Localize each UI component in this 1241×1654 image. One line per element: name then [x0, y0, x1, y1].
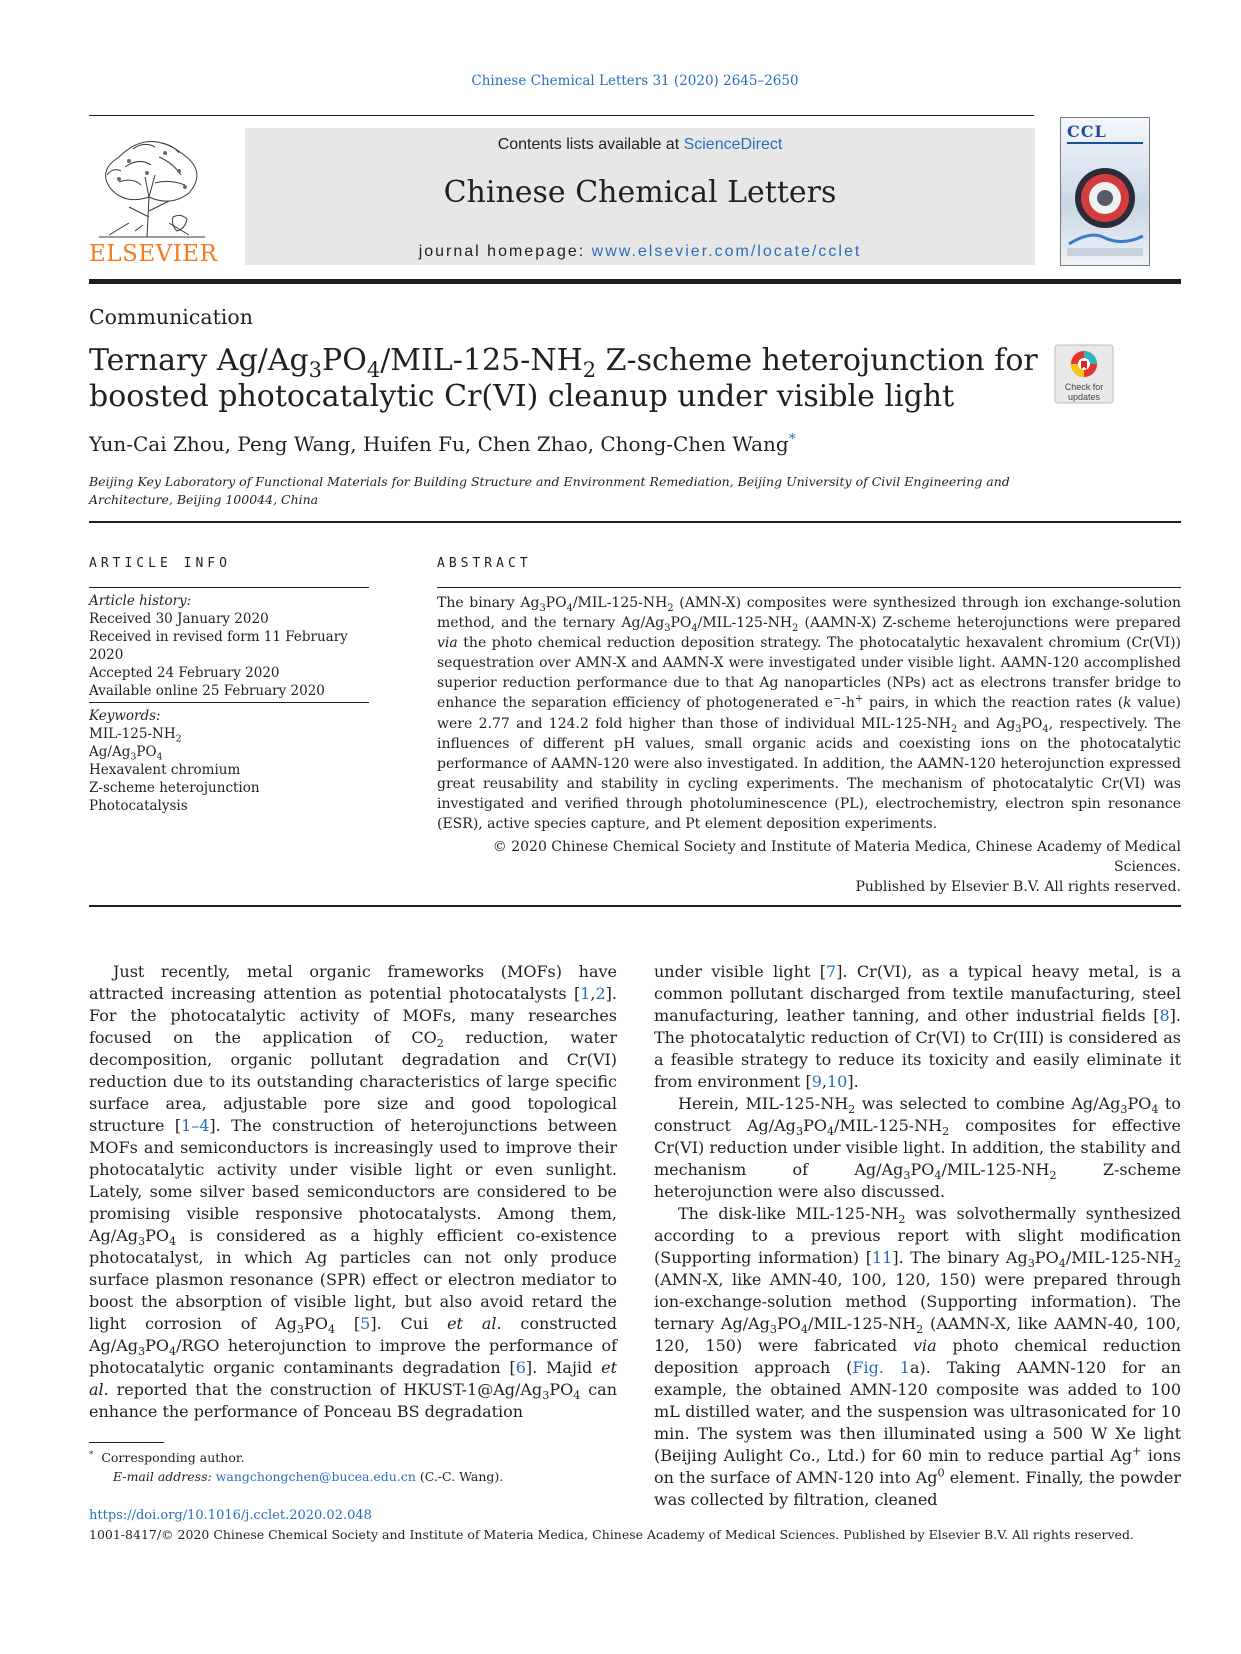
article-title: Ternary $Ag/Ag_3PO_4/MIL-125-NH_2$ Z-scheme heterojunction for boosted photocatalytic Cr(VI) cleanup under visible light	[89, 343, 1038, 414]
author-list	[89, 432, 796, 456]
cover-rule	[1067, 142, 1143, 144]
corresponding-footnote	[89, 1448, 503, 1467]
citation-link[interactable]: 11	[871, 1248, 893, 1267]
accepted-date: Accepted 24 February 2020	[89, 665, 280, 681]
copyright-line-2: Published by Elsevier B.V. All rights reserved.	[855, 879, 1181, 895]
affiliation: Beijing Key Laboratory of Functional Materials for Building Structure and Environment Remediation, Beijing University of Civil Engineering and Architecture, Beijing 100044, China	[89, 474, 1010, 507]
keywords-label: Keywords:	[89, 708, 161, 724]
citation-link[interactable]: 7	[826, 962, 837, 981]
homepage-prefix: journal homepage:	[418, 243, 592, 260]
citation-link[interactable]: 10	[826, 1072, 848, 1091]
abstract-text: The binary $Ag_3PO_4/MIL-125-NH_2$ (AMN-X) composites were synthesized through ion exchange-solution method, and the ternary $Ag/Ag_3PO_4/MIL-125-NH_2$ (AAMN-X) Z-scheme heterojunctions were prepared via the photo chemical reduction deposition strategy. The photocatalytic hexavalent chromium (Cr(VI)) sequestration over AMN-X and AAMN-X were investigated under visible light. AAMN-120 accomplished superior reduction performance due to that Ag nanoparticles (NPs) act as electrons transfer bridge to enhance the separation efficiency of photogenerated e−-h+ pairs, in which the reaction rates (k value) were 2.77 and 124.2 fold higher than those of individual MIL-$125-NH_2$ and $Ag_3PO_4$, respectively. The influences of different pH values, small organic acids and coexisting ions on the photocatalytic performance of AAMN-120 were also investigated. In addition, the AAMN-120 heterojunction expressed great reusability and stability in cycling experiments. The mechanism of photocatalytic Cr(VI) was investigated and verified through photoluminescence (PL), electrochemistry, electron spin resonance (ESR), active species capture, and Pt element deposition experiments.	[437, 595, 1181, 833]
email-suffix: (C.-C. Wang).	[415, 1469, 504, 1484]
crossmark-button[interactable]	[1054, 344, 1114, 404]
citation-link[interactable]: 1–4	[181, 1116, 210, 1135]
corresponding-label: Corresponding author.	[101, 1450, 245, 1465]
author-names: Yun-Cai Zhou, Peng Wang, Huifen Fu, Chen Zhao, Chong-Chen Wang	[89, 432, 789, 456]
contents-line	[245, 136, 1035, 154]
header-thick-divider	[89, 279, 1181, 284]
body-paragraph: The disk-like MIL-$125-NH_2$ was solvothermally synthesized according to a previous report with slight modification (Supporting information) [11]. The binary $Ag_3PO_4/MIL-125-NH_2$ (AMN-X, like AMN-40, 100, 120, 150) were prepared through ion-exchange-solution method (Supporting information). The ternary $Ag/Ag_3PO_4/MIL-125-NH_2$ (AAMN-X, like AAMN-40, 100, 120, 150) were fabricated via photo chemical reduction deposition approach (Fig. 1a). Taking AAMN-120 for an example, the obtained AMN-120 composite was added to 100 mL distilled water, and the suspension was ultrasonicated for 10 min. The system was then illuminated using a 500 W Xe light (Beijing Aulight Co., Ltd.) for 60 min to reduce partial Ag+ ions on the surface of AMN-120 into Ag$^0$ element. Finally, the powder was collected by filtration, cleaned	[654, 1204, 1182, 1509]
body-paragraph: under visible light [7]. Cr(VI), as a typical heavy metal, is a common pollutant discharged from textile manufacturing, steel manufacturing, leather tanning, and other industrial fields [8]. The photocatalytic reduction of Cr(VI) to Cr(III) is considered as a feasible strategy to reduce its toxicity and easily eliminate it from environment [9,10].	[654, 962, 1182, 1091]
journal-title: Chinese Chemical Letters	[443, 175, 837, 210]
contents-prefix: Contents lists available at	[497, 136, 684, 153]
online-date: Available online 25 February 2020	[89, 683, 325, 699]
top-divider	[89, 115, 1034, 116]
article-info-heading: ARTICLE INFO	[89, 556, 231, 571]
copyright-line-1: © 2020 Chinese Chemical Society and Institute of Materia Medica, Chinese Academy of Medical Sciences.	[492, 839, 1181, 875]
citation-link[interactable]: 6	[515, 1358, 526, 1377]
elsevier-tree-icon	[89, 127, 215, 239]
email-label: E-mail address:	[113, 1469, 216, 1484]
article-info-divider	[89, 587, 369, 588]
body-column-right	[654, 961, 1181, 1511]
revised-date: Received in revised form 11 February 2020	[89, 629, 348, 663]
corresponding-author-mark[interactable]: *	[788, 431, 796, 448]
citation-link[interactable]: 1	[580, 984, 591, 1003]
citation-link[interactable]: 9	[811, 1072, 822, 1091]
body-column-left	[89, 961, 617, 1423]
doi-link[interactable]: https://doi.org/10.1016/j.cclet.2020.02.048	[89, 1508, 372, 1523]
article-history	[89, 592, 379, 700]
cover-logo: CCL	[1067, 122, 1107, 141]
article-type: Communication	[89, 305, 253, 329]
crossmark-label: Check for updates	[1064, 382, 1104, 402]
issn-copyright-line: 1001-8417/© 2020 Chinese Chemical Society and Institute of Materia Medica, Chinese Academy of Medical Sciences. Published by Elsevier B.V. All rights reserved.	[89, 1527, 1134, 1542]
email-footnote	[89, 1467, 503, 1486]
title-divider	[89, 521, 1181, 523]
homepage-line	[245, 243, 1035, 261]
journal-reference[interactable]: Chinese Chemical Letters 31 (2020) 2645–2650	[471, 73, 799, 89]
abstract-divider	[437, 587, 1181, 588]
abstract-heading: ABSTRACT	[437, 556, 532, 571]
cover-art-icon	[1061, 148, 1149, 258]
journal-cover-thumbnail[interactable]	[1060, 117, 1150, 266]
footnote	[89, 1448, 503, 1486]
keyword-item: $Ag/Ag_3PO_4$	[89, 744, 163, 763]
keywords-divider	[89, 702, 369, 703]
body-paragraph: Just recently, metal organic frameworks (MOFs) have attracted increasing attention as potential photocatalysts [1,2]. For the photocatalytic activity of MOFs, many researches focused on the application of $CO_2$ reduction, water decomposition, organic pollutant degradation and Cr(VI) reduction due to its outstanding characteristics of large specific surface area, adjustable pore size and good topological structure [1–4]. The construction of heterojunctions between MOFs and semiconductors is increasingly used to improve their photocatalytic activity under visible light or even sunlight. Lately, some silver based semiconductors are considered to be promising visible responsive photocatalysts. Among them, $Ag/Ag_3PO_4$ is considered as a highly efficient co-existence photocatalyst, in which Ag particles can not only produce surface plasmon resonance (SPR) effect or electron mediator to boost the absorption of visible light, but also avoid retard the light corrosion of $Ag_3PO_4$ [5]. Cui et al. constructed $Ag/Ag_3PO_4$/RGO heterojunction to improve the performance of photocatalytic organic contaminants degradation [6]. Majid et al. reported that the construction of HKUST-$1@Ag/Ag_3PO_4$ can enhance the performance of Ponceau BS degradation	[89, 962, 618, 1421]
citation-link[interactable]: 2	[595, 984, 606, 1003]
elsevier-logo[interactable]	[89, 127, 218, 267]
footnote-divider	[89, 1442, 164, 1443]
keyword-item: MIL-$125-NH_2$	[89, 726, 182, 745]
abstract-copyright	[437, 837, 1181, 897]
figure-link[interactable]: Fig. 1	[852, 1358, 910, 1377]
keyword-item: Z-scheme heterojunction	[89, 780, 260, 796]
sciencedirect-link[interactable]: ScienceDirect	[683, 136, 783, 153]
keywords	[89, 707, 379, 815]
keyword-item: Photocatalysis	[89, 798, 188, 814]
email-link[interactable]: wangchongchen@bucea.edu.cn	[215, 1469, 416, 1484]
history-label: Article history:	[89, 593, 192, 609]
body-paragraph: Herein, MIL-$125-NH_2$ was selected to combine $Ag/Ag_3PO_4$ to construct $Ag/Ag_3PO_4/MIL-125-NH_2$ composites for effective Cr(VI) reduction under visible light. In addition, the stability and mechanism of $Ag/Ag_3PO_4/MIL-125-NH_2$ Z-scheme heterojunction were also discussed.	[654, 1094, 1182, 1201]
citation-link[interactable]: 8	[1159, 1006, 1170, 1025]
citation-link[interactable]: 5	[360, 1314, 371, 1333]
keyword-item: Hexavalent chromium	[89, 762, 241, 778]
footnote-mark: *	[89, 1449, 94, 1460]
received-date: Received 30 January 2020	[89, 611, 269, 627]
journal-banner	[245, 128, 1035, 265]
homepage-link[interactable]: www.elsevier.com/locate/cclet	[591, 243, 862, 260]
abstract-bottom-divider	[89, 905, 1181, 907]
elsevier-wordmark: ELSEVIER	[89, 241, 218, 267]
